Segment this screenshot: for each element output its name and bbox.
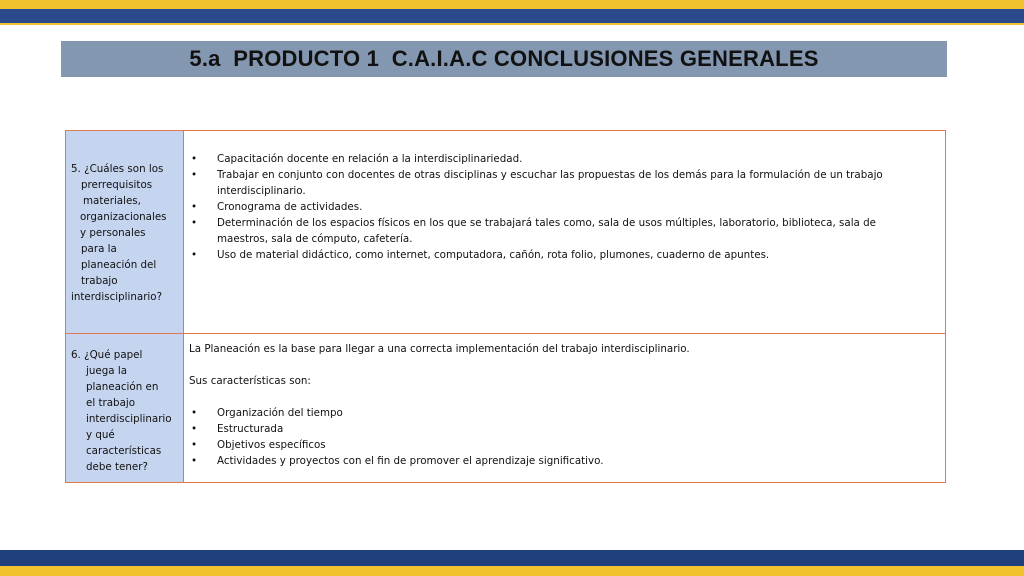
page-title: 5.a PRODUCTO 1 C.A.I.A.C CONCLUSIONES GENERALES — [189, 46, 819, 71]
list-item: • Estructurada — [189, 421, 925, 437]
question-line: juega la — [86, 365, 128, 377]
question-line: planeación en — [86, 381, 159, 393]
answer-bullet-list — [189, 151, 925, 263]
top-gold-stripe — [0, 0, 1024, 9]
question-cell — [66, 131, 184, 334]
question-line: para la — [81, 243, 117, 255]
question-line: planeación del — [81, 259, 157, 271]
question-line: y personales — [80, 227, 146, 239]
question-line: 6. ¿Qué papel — [71, 349, 143, 361]
question-line: 5. ¿Cuáles son los — [71, 163, 164, 175]
title-bar — [61, 41, 947, 77]
top-navy-stripe — [0, 9, 1024, 23]
question-line: debe tener? — [86, 461, 148, 473]
list-item: • Uso de material didáctico, como internet, computadora, cañón, rota folio, plumones, cuaderno de apuntes. — [189, 247, 925, 263]
question-line: interdisciplinario? — [71, 291, 163, 303]
answer-cell — [184, 131, 946, 334]
top-gold-thin-stripe — [0, 23, 1024, 25]
question-cell — [66, 334, 184, 483]
question-line: prerrequisitos — [81, 179, 153, 191]
table-row — [66, 334, 946, 483]
answer-intro: La Planeación es la base para llegar a una correcta implementación del trabajo interdisciplinario. — [189, 343, 690, 355]
answer-bullet-list — [189, 405, 925, 469]
question-line: y qué — [86, 429, 115, 441]
question-line: interdisciplinario — [86, 413, 172, 425]
list-item: • Actividades y proyectos con el fin de promover el aprendizaje significativo. — [189, 453, 925, 469]
bottom-gold-stripe — [0, 566, 1024, 576]
bottom-navy-stripe — [0, 550, 1024, 566]
list-item: • Trabajar en conjunto con docentes de otras disciplinas y escuchar las propuestas de los demás para la formulación de un trabajo interdisciplinario. — [189, 167, 925, 199]
answer-cell — [184, 334, 946, 483]
question-line: materiales, — [83, 195, 141, 207]
conclusions-table — [65, 130, 946, 483]
list-item: • Capacitación docente en relación a la interdisciplinariedad. — [189, 151, 925, 167]
list-item: • Cronograma de actividades. — [189, 199, 925, 215]
table-row — [66, 131, 946, 334]
question-line: el trabajo — [86, 397, 136, 409]
list-item: • Organización del tiempo — [189, 405, 925, 421]
question-line: organizacionales — [80, 211, 167, 223]
list-item: • Objetivos específicos — [189, 437, 925, 453]
list-item: • Determinación de los espacios físicos en los que se trabajará tales como, sala de usos múltiples, laboratorio, biblioteca, sala de maestros, sala de cómputo, cafetería. — [189, 215, 925, 247]
question-line: características — [86, 445, 162, 457]
question-line: trabajo — [81, 275, 118, 287]
answer-subheading: Sus características son: — [189, 375, 311, 387]
